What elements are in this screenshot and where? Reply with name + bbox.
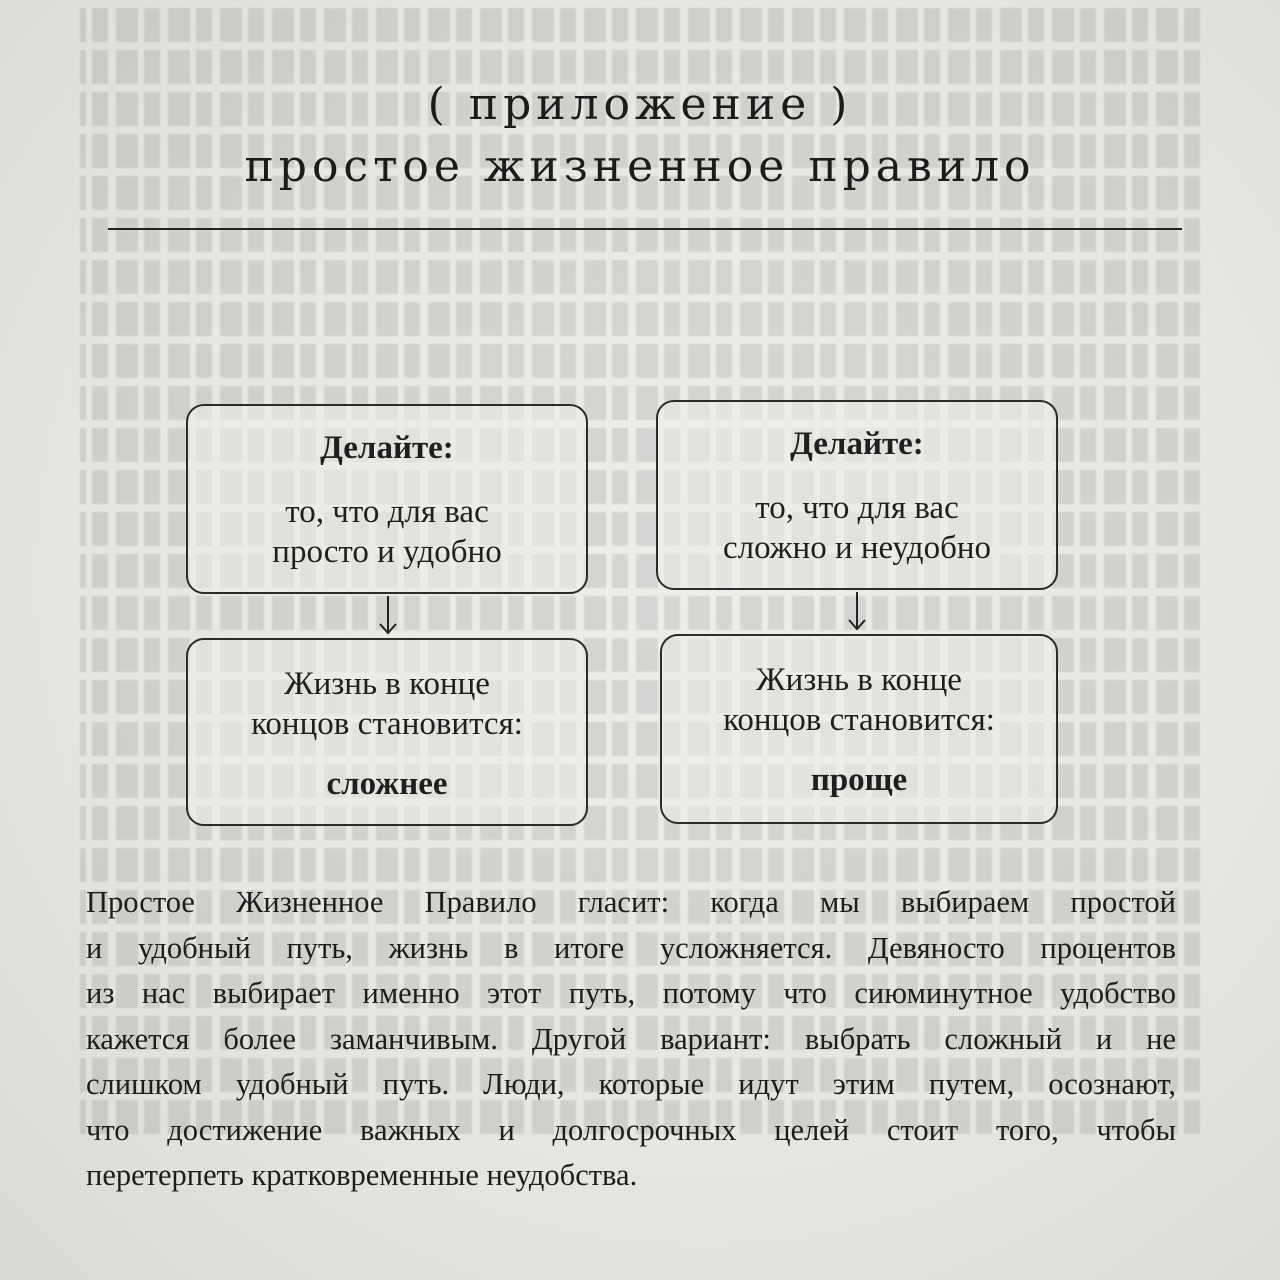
hard-outcome-line1: Жизнь в конце: [756, 662, 962, 698]
paragraph-line: Простое Жизненное Правило гласит: когда мы выбираем простой: [86, 885, 1176, 919]
easy-choice-box: [186, 404, 588, 594]
paragraph-line: перетерпеть кратковременные неудобства.: [86, 1158, 638, 1192]
easy-choice-line2: просто и удобно: [272, 534, 502, 570]
hard-outcome-result: проще: [810, 762, 908, 798]
easy-outcome-line2: концов становится:: [251, 706, 523, 742]
paragraph-line: что достижение важных и долгосрочных целей стоит того, чтобы: [86, 1112, 1176, 1147]
rule-explanation-paragraph: [86, 880, 1176, 1199]
easy-outcome-line1: Жизнь в конце: [284, 666, 490, 702]
hard-choice-title: Делайте:: [790, 426, 924, 462]
paragraph-line: слишком удобный путь. Люди, которые идут этим путем, осознают,: [86, 1067, 1176, 1101]
hard-choice-box: [656, 400, 1058, 590]
paragraph-line: кажется более заманчивым. Другой вариант: выбрать сложный и не: [86, 1021, 1176, 1056]
heading-title: простое жизненное правило: [244, 141, 1036, 192]
paragraph-line: и удобный путь, жизнь в итоге усложняется. Девяносто процентов: [86, 930, 1176, 965]
heading-appendix-label: ( приложение ): [427, 79, 853, 130]
page-heading: [0, 74, 1280, 198]
hard-down-arrow-icon: [837, 590, 877, 634]
easy-choice-title: Делайте:: [320, 430, 454, 466]
paragraph-line: из нас выбирает именно этот путь, потому что сиюминутное удобство: [86, 976, 1176, 1010]
hard-outcome-line2: концов становится:: [723, 702, 995, 738]
easy-down-arrow-icon: [368, 594, 408, 638]
hard-outcome-box: [660, 634, 1058, 824]
hard-choice-line2: сложно и неудобно: [722, 530, 992, 566]
hard-choice-line1: то, что для вас: [755, 490, 959, 526]
easy-outcome-box: [186, 638, 588, 826]
easy-choice-line1: то, что для вас: [285, 494, 489, 530]
heading-divider: [108, 228, 1182, 230]
easy-outcome-result: сложнее: [326, 766, 448, 802]
